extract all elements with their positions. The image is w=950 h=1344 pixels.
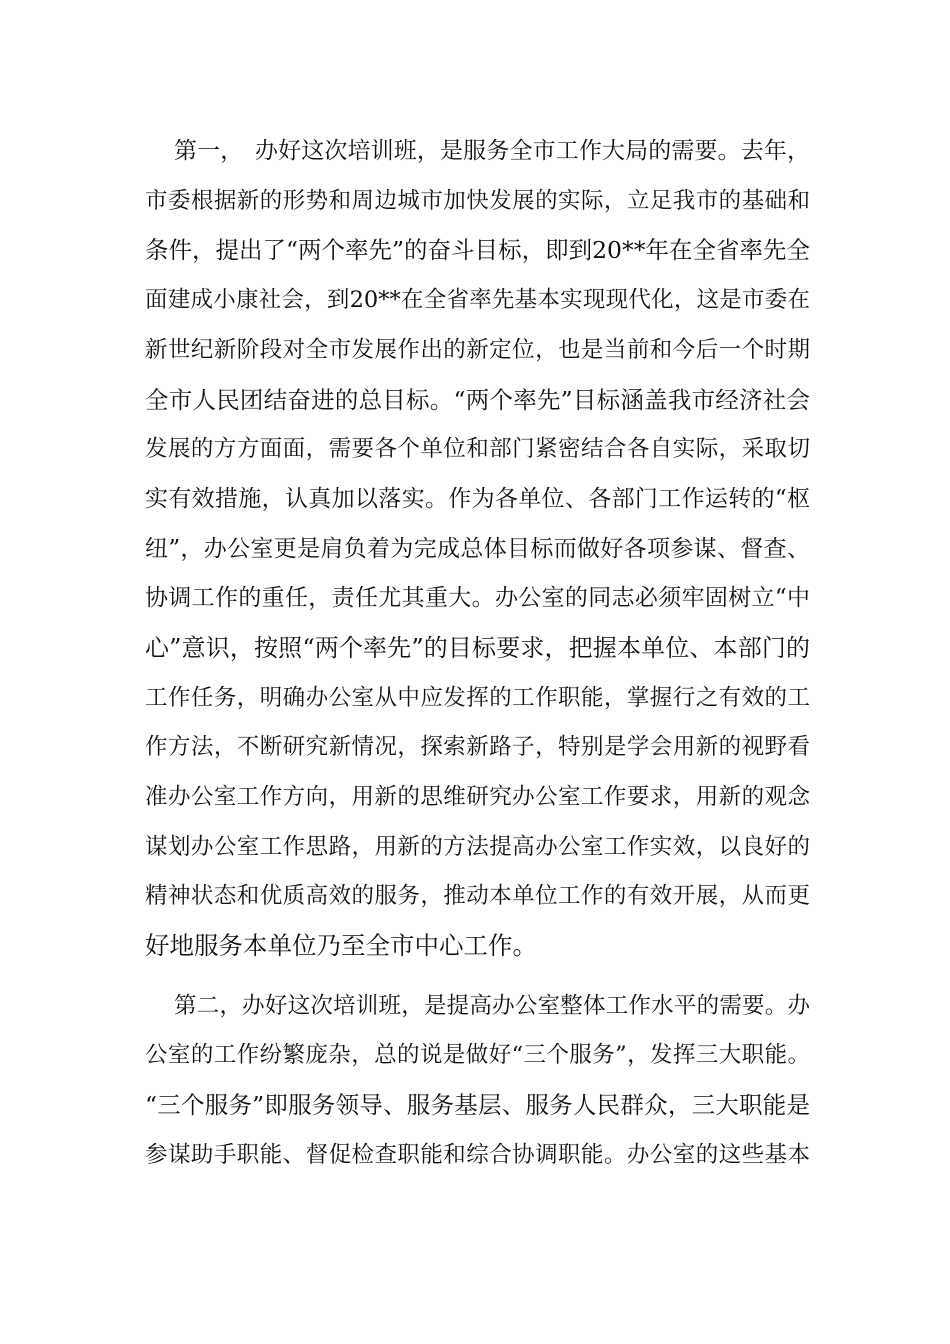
text-line: 谋划办公室工作思路，用新的方法提高办公室工作实效，以良好的: [145, 834, 810, 860]
text-line: 工作任务，明确办公室从中应发挥的工作职能，掌握行之有效的工: [145, 685, 810, 711]
text-line: 面建成小康社会，到20**在全省率先基本实现现代化，这是市委在: [145, 287, 810, 313]
text-line: 全市人民团结奋进的总目标。“两个率先”目标涵盖我市经济社会: [145, 386, 810, 414]
text-line: “三个服务”即服务领导、服务基层、服务人民群众，三大职能是: [145, 1091, 810, 1119]
text-line: 第二，办好这次培训班，是提高办公室整体工作水平的需要。办: [174, 993, 810, 1019]
text-line: 公室的工作纷繁庞杂，总的说是做好“三个服务”，发挥三大职能。: [145, 1042, 810, 1068]
text-line: 作方法，不断研究新情况，探索新路子，特别是学会用新的视野看: [145, 734, 810, 760]
text-line: 心”意识，按照“两个率先”的目标要求，把握本单位、本部门的: [145, 634, 810, 662]
text-line: 准办公室工作方向，用新的思维研究办公室工作要求，用新的观念: [145, 784, 810, 810]
text-line: 第一， 办好这次培训班，是服务全市工作大局的需要。去年，: [174, 138, 810, 164]
text-line: 市委根据新的形势和周边城市加快发展的实际，立足我市的基础和: [145, 188, 810, 214]
text-line: 发展的方方面面，需要各个单位和部门紧密结合各自实际，采取切: [145, 436, 810, 462]
text-line: 新世纪新阶段对全市发展作出的新定位，也是当前和今后一个时期: [145, 337, 810, 363]
text-line: 纽”，办公室更是肩负着为完成总体目标而做好各项参谋、督查、: [145, 536, 810, 562]
text-line: 协调工作的重任，责任尤其重大。办公室的同志必须牢固树立“中: [145, 585, 810, 611]
text-line: 好地服务本单位乃至全市中心工作。: [145, 931, 537, 960]
text-line: 实有效措施，认真加以落实。作为各单位、各部门工作运转的“枢: [145, 486, 810, 512]
text-line: 精神状态和优质高效的服务，推动本单位工作的有效开展，从而更: [145, 883, 810, 909]
text-line: 参谋助手职能、督促检查职能和综合协调职能。办公室的这些基本: [145, 1142, 810, 1168]
text-line: 条件，提出了“两个率先”的奋斗目标，即到20**年在全省率先全: [145, 236, 810, 264]
